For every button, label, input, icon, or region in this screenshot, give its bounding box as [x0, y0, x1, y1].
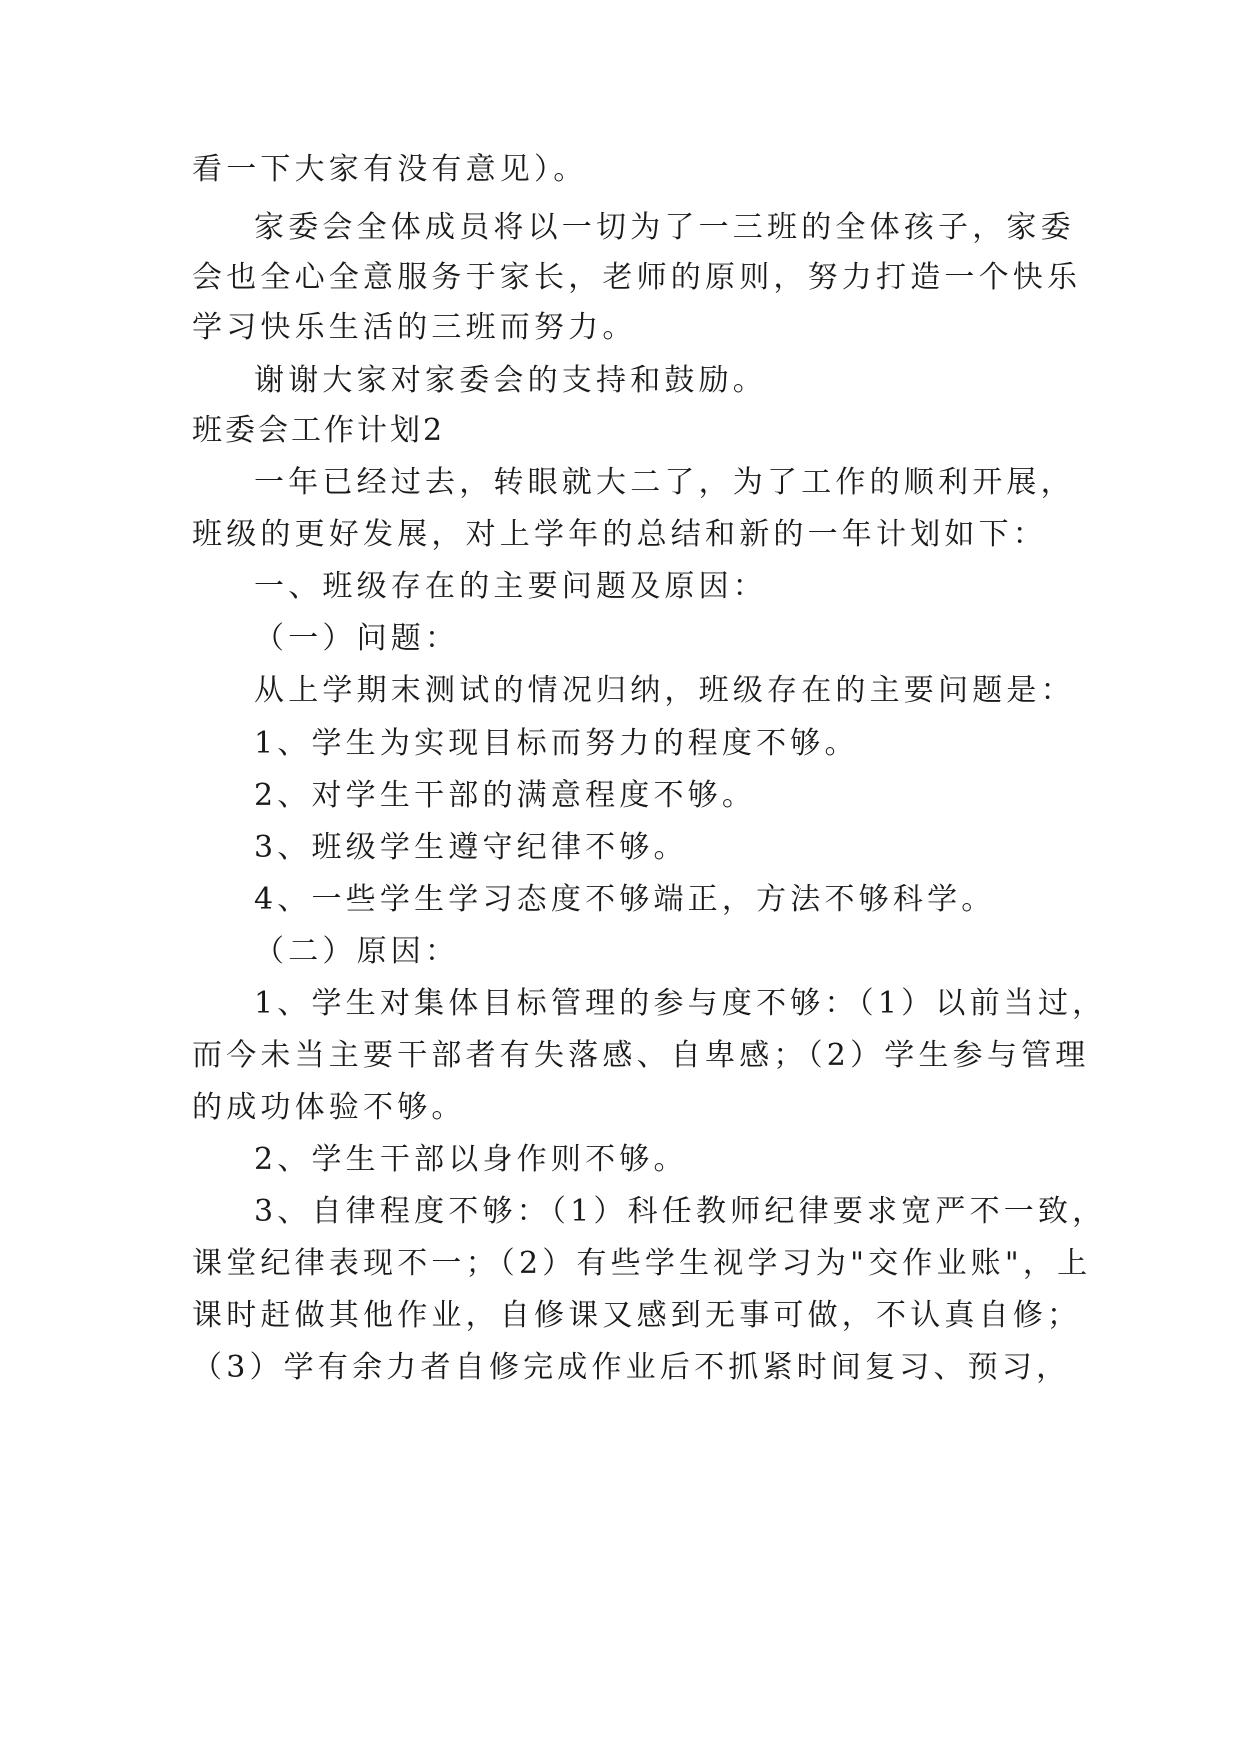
- paragraph-line: 看一下大家有没有意见）。: [192, 152, 588, 187]
- list-item: 4、一些学生学习态度不够端正，方法不够科学。: [254, 882, 996, 917]
- paragraph-line: 一年已经过去，转眼就大二了，为了工作的顺利开展，: [254, 465, 1075, 500]
- paragraph-line: 而今未当主要干部者有失落感、自卑感；（2）学生参与管理: [192, 1038, 1090, 1073]
- paragraph-line: 2、学生干部以身作则不够。: [254, 1142, 688, 1177]
- paragraph-line: 家委会全体成员将以一切为了一三班的全体孩子，家委: [254, 210, 1075, 245]
- paragraph-line: 1、学生对集体目标管理的参与度不够：（1）以前当过，: [254, 986, 1107, 1021]
- paragraph-line: 的成功体验不够。: [192, 1090, 466, 1125]
- list-item: 2、对学生干部的满意程度不够。: [254, 778, 757, 813]
- paragraph-line: 谢谢大家对家委会的支持和鼓励。: [254, 363, 767, 398]
- section-heading: 班委会工作计划2: [192, 413, 446, 448]
- paragraph-line: 学习快乐生活的三班而努力。: [192, 310, 637, 345]
- paragraph-line: （3）学有余力者自修完成作业后不抓紧时间复习、预习，: [192, 1350, 1071, 1385]
- list-item: 3、班级学生遵守纪律不够。: [254, 830, 688, 865]
- list-item: 1、学生为实现目标而努力的程度不够。: [254, 726, 859, 761]
- paragraph-line: 课堂纪律表现不一；（2）有些学生视学习为"交作业账"，上: [192, 1246, 1092, 1281]
- subheading: （二）原因：: [254, 934, 460, 969]
- subheading: （一）问题：: [254, 621, 460, 656]
- paragraph-line: 会也全心全意服务于家长，老师的原则，努力打造一个快乐: [192, 260, 1082, 295]
- paragraph-line: 3、自律程度不够：（1）科任教师纪律要求宽严不一致，: [254, 1194, 1107, 1229]
- paragraph-line: 班级的更好发展，对上学年的总结和新的一年计划如下：: [192, 517, 1047, 552]
- paragraph-line: 课时赶做其他作业，自修课又感到无事可做，不认真自修；: [192, 1298, 1082, 1333]
- paragraph-line: 从上学期末测试的情况归纳，班级存在的主要问题是：: [254, 673, 1075, 708]
- paragraph-line: 一、班级存在的主要问题及原因：: [254, 569, 767, 604]
